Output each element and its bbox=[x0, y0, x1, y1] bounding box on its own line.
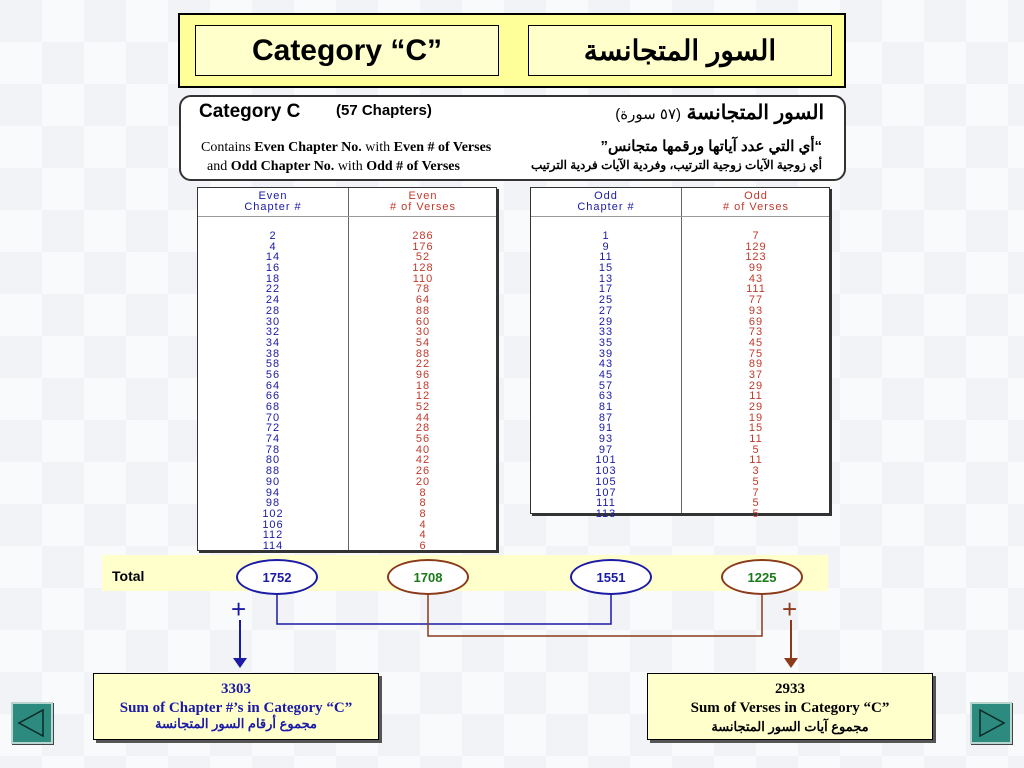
verses-plus-icon: + bbox=[782, 594, 798, 624]
total-label: Total bbox=[112, 568, 145, 584]
even-verses-cell: 52 bbox=[415, 251, 431, 264]
even-verses-cell: 64 bbox=[415, 294, 431, 307]
even-verses-cell: 176 bbox=[412, 240, 434, 253]
even-verses-cell: 78 bbox=[415, 283, 431, 296]
odd-verses-cell: 5 bbox=[752, 507, 760, 520]
info-ar-line-1: “أي التي عدد آياتها ورقمها متجانس” bbox=[600, 138, 822, 155]
odd-chapter-cell: 107 bbox=[595, 486, 617, 499]
even-verses-cell: 56 bbox=[415, 433, 431, 446]
odd-chapter-cell: 35 bbox=[598, 336, 614, 349]
sum-verses-label: Sum of Verses in Category “C” bbox=[690, 700, 890, 716]
even-verses-cell: 40 bbox=[415, 443, 431, 456]
even-verses-cell: 22 bbox=[415, 358, 431, 371]
odd-chapter-cell: 27 bbox=[598, 304, 614, 317]
even-chapter-cell: 30 bbox=[265, 315, 281, 328]
sum-chapters-value: 3303 bbox=[221, 681, 251, 697]
odd-chapter-cell: 111 bbox=[596, 497, 616, 510]
odd-verses-cell: 11 bbox=[749, 390, 763, 403]
even-chapter-cell: 38 bbox=[265, 347, 281, 360]
odd-verses-cell: 5 bbox=[752, 443, 760, 456]
odd-verses-cell: 7 bbox=[752, 486, 760, 499]
even-chapter-cell: 112 bbox=[262, 529, 284, 542]
odd-verses-cell: 29 bbox=[748, 401, 764, 413]
even-chapter-cell: 94 bbox=[265, 486, 281, 499]
verses-arrowhead-icon bbox=[784, 658, 798, 668]
odd-chapter-cell: 81 bbox=[598, 401, 614, 413]
even-verses-cell: 18 bbox=[415, 379, 431, 392]
odd-chapter-cell: 29 bbox=[598, 315, 614, 328]
odd-verses-cell: 77 bbox=[748, 294, 764, 307]
even-verses-cell: 12 bbox=[415, 390, 431, 403]
header-title-en: Category “C” bbox=[195, 25, 499, 76]
even-chapter-cell: 70 bbox=[265, 411, 281, 424]
odd-verses-cell: 75 bbox=[748, 347, 764, 360]
even-chapter-cell: 98 bbox=[265, 497, 281, 510]
verses-connector bbox=[428, 591, 762, 636]
even-chapter-cell: 18 bbox=[265, 272, 281, 285]
odd-verses-cell: 15 bbox=[748, 422, 764, 435]
even-chapter-cell: 16 bbox=[265, 262, 281, 275]
odd-chapter-cell: 17 bbox=[598, 283, 614, 296]
odd-verses-cell: 111 bbox=[746, 283, 766, 296]
chapters-arrowhead-icon bbox=[233, 658, 247, 668]
even-verses-cell: 60 bbox=[415, 315, 431, 328]
sum-chapters-label: Sum of Chapter #’s in Category “C” bbox=[119, 700, 353, 716]
even-verses-cell: 286 bbox=[412, 230, 434, 242]
odd-verses-cell: 99 bbox=[748, 262, 764, 275]
sum-verses-label-ar: مجموع آيات السور المتجانسة bbox=[711, 719, 869, 734]
odd-chapter-cell: 1 bbox=[602, 230, 610, 242]
sum-verses-box bbox=[647, 673, 933, 740]
next-slide-button[interactable] bbox=[970, 702, 1012, 744]
even-verses-cell: 4 bbox=[419, 529, 427, 542]
even-chapter-cell: 32 bbox=[265, 326, 281, 339]
odd-chapter-cell: 57 bbox=[598, 379, 614, 392]
odd-verses-cell: 93 bbox=[748, 304, 764, 317]
info-title: Category C bbox=[199, 101, 301, 122]
info-title-ar: السور المتجانسة (٥٧ سورة) bbox=[615, 102, 824, 124]
odd-chapter-cell: 93 bbox=[598, 433, 614, 446]
prev-slide-button[interactable] bbox=[11, 702, 53, 744]
odd-chapters-total: 1551 bbox=[570, 559, 652, 595]
info-line-1: Contains Even Chapter No. with Even # of Verses bbox=[201, 140, 492, 155]
odd-chapter-cell: 33 bbox=[598, 326, 614, 339]
odd-chapter-cell: 101 bbox=[595, 454, 617, 467]
even-verses-cell: 8 bbox=[419, 497, 427, 510]
odd-chapter-cell: 39 bbox=[598, 347, 614, 360]
even-chapter-header: Even Chapter # bbox=[244, 190, 302, 213]
even-chapter-cell: 2 bbox=[269, 230, 277, 242]
even-chapter-cell: 88 bbox=[265, 465, 281, 478]
sum-chapters-box bbox=[93, 673, 379, 740]
even-verses-cell: 54 bbox=[415, 336, 431, 349]
even-chapter-cell: 24 bbox=[265, 294, 281, 307]
even-chapter-cell: 106 bbox=[262, 518, 284, 531]
odd-chapter-cell: 13 bbox=[598, 272, 614, 285]
odd-verses-cell: 11 bbox=[749, 433, 763, 446]
even-chapter-cell: 80 bbox=[265, 454, 281, 467]
odd-verses-cell: 5 bbox=[752, 475, 760, 488]
odd-verses-cell: 29 bbox=[748, 379, 764, 392]
odd-chapter-cell: 97 bbox=[598, 443, 614, 456]
even-chapter-cell: 114 bbox=[262, 539, 284, 552]
even-chapter-cell: 102 bbox=[262, 507, 284, 520]
odd-chapter-cell: 91 bbox=[598, 422, 614, 435]
even-chapter-cell: 14 bbox=[265, 251, 281, 264]
odd-verses-cell: 129 bbox=[745, 240, 767, 253]
even-verses-cell: 26 bbox=[415, 465, 431, 478]
odd-verses-cell: 5 bbox=[752, 497, 760, 510]
odd-verses-cell: 123 bbox=[745, 251, 767, 264]
odd-verses-cell: 73 bbox=[748, 326, 764, 339]
even-verses-cell: 110 bbox=[412, 272, 434, 285]
even-verses-cell: 128 bbox=[412, 262, 434, 275]
even-chapter-cell: 78 bbox=[265, 443, 281, 456]
even-chapter-cell: 74 bbox=[265, 433, 281, 446]
odd-chapter-header: Odd Chapter # bbox=[577, 190, 635, 213]
odd-chapter-cell: 105 bbox=[595, 475, 617, 488]
even-chapter-cell: 56 bbox=[265, 368, 281, 381]
even-verses-cell: 42 bbox=[415, 454, 431, 467]
even-verses-cell: 28 bbox=[415, 422, 431, 435]
even-verses-cell: 88 bbox=[415, 347, 431, 360]
even-verses-cell: 20 bbox=[415, 475, 431, 488]
odd-chapter-cell: 113 bbox=[595, 507, 617, 520]
even-verses-total: 1708 bbox=[387, 559, 469, 595]
sum-verses-value: 2933 bbox=[775, 681, 805, 697]
odd-verses-header: Odd # of Verses bbox=[722, 190, 790, 213]
sum-chapters-label-ar: مجموع أرقام السور المتجانسة bbox=[154, 716, 317, 731]
chapters-plus-icon: + bbox=[231, 594, 247, 624]
odd-verses-cell: 7 bbox=[752, 230, 760, 242]
even-chapters-total: 1752 bbox=[236, 559, 318, 595]
even-chapter-cell: 28 bbox=[265, 304, 281, 317]
odd-chapter-cell: 103 bbox=[595, 465, 617, 478]
even-chapter-cell: 68 bbox=[265, 401, 281, 413]
even-chapter-cell: 22 bbox=[265, 283, 281, 296]
odd-chapter-cell: 25 bbox=[598, 294, 614, 307]
even-verses-header: Even # of Verses bbox=[389, 190, 457, 213]
even-verses-cell: 8 bbox=[419, 486, 427, 499]
even-chapter-cell: 64 bbox=[265, 379, 281, 392]
odd-verses-cell: 43 bbox=[748, 272, 764, 285]
even-chapter-cell: 4 bbox=[269, 240, 277, 253]
odd-verses-cell: 3 bbox=[752, 465, 760, 478]
odd-chapter-cell: 45 bbox=[598, 368, 614, 381]
even-verses-cell: 30 bbox=[415, 326, 431, 339]
even-verses-cell: 8 bbox=[419, 507, 427, 520]
even-chapter-cell: 66 bbox=[265, 390, 281, 403]
odd-verses-cell: 69 bbox=[748, 315, 764, 328]
even-chapter-cell: 58 bbox=[265, 358, 281, 371]
even-verses-cell: 6 bbox=[419, 539, 427, 552]
odd-verses-cell: 37 bbox=[748, 368, 764, 381]
even-verses-cell: 4 bbox=[419, 518, 427, 531]
odd-chapter-cell: 43 bbox=[598, 358, 614, 371]
header-title-ar: السور المتجانسة bbox=[528, 25, 832, 76]
odd-verses-cell: 19 bbox=[748, 411, 764, 424]
odd-chapter-cell: 9 bbox=[602, 240, 610, 253]
even-chapter-cell: 90 bbox=[265, 475, 281, 488]
odd-verses-cell: 11 bbox=[749, 454, 763, 467]
odd-verses-total: 1225 bbox=[721, 559, 803, 595]
odd-verses-cell: 45 bbox=[748, 336, 764, 349]
even-verses-cell: 88 bbox=[415, 304, 431, 317]
even-verses-cell: 96 bbox=[415, 368, 431, 381]
even-chapter-cell: 34 bbox=[265, 336, 281, 349]
chapters-connector bbox=[277, 591, 611, 624]
odd-chapter-cell: 11 bbox=[599, 251, 613, 264]
even-verses-cell: 44 bbox=[415, 411, 431, 424]
odd-verses-cell: 89 bbox=[748, 358, 764, 371]
even-verses-cell: 52 bbox=[415, 401, 431, 413]
odd-chapter-cell: 15 bbox=[598, 262, 614, 275]
even-chapter-cell: 72 bbox=[265, 422, 281, 435]
odd-chapter-cell: 63 bbox=[598, 390, 614, 403]
triangle-right-icon bbox=[972, 704, 1010, 742]
odd-chapter-cell: 87 bbox=[598, 411, 614, 424]
triangle-left-icon bbox=[13, 704, 51, 742]
info-line-2: and Odd Chapter No. with Odd # of Verses bbox=[207, 159, 460, 174]
info-count: (57 Chapters) bbox=[336, 102, 432, 119]
info-ar-line-2: أي زوجية الآيات زوجية الترتيب، وفردية الآيات فردية الترتيب bbox=[530, 158, 822, 172]
